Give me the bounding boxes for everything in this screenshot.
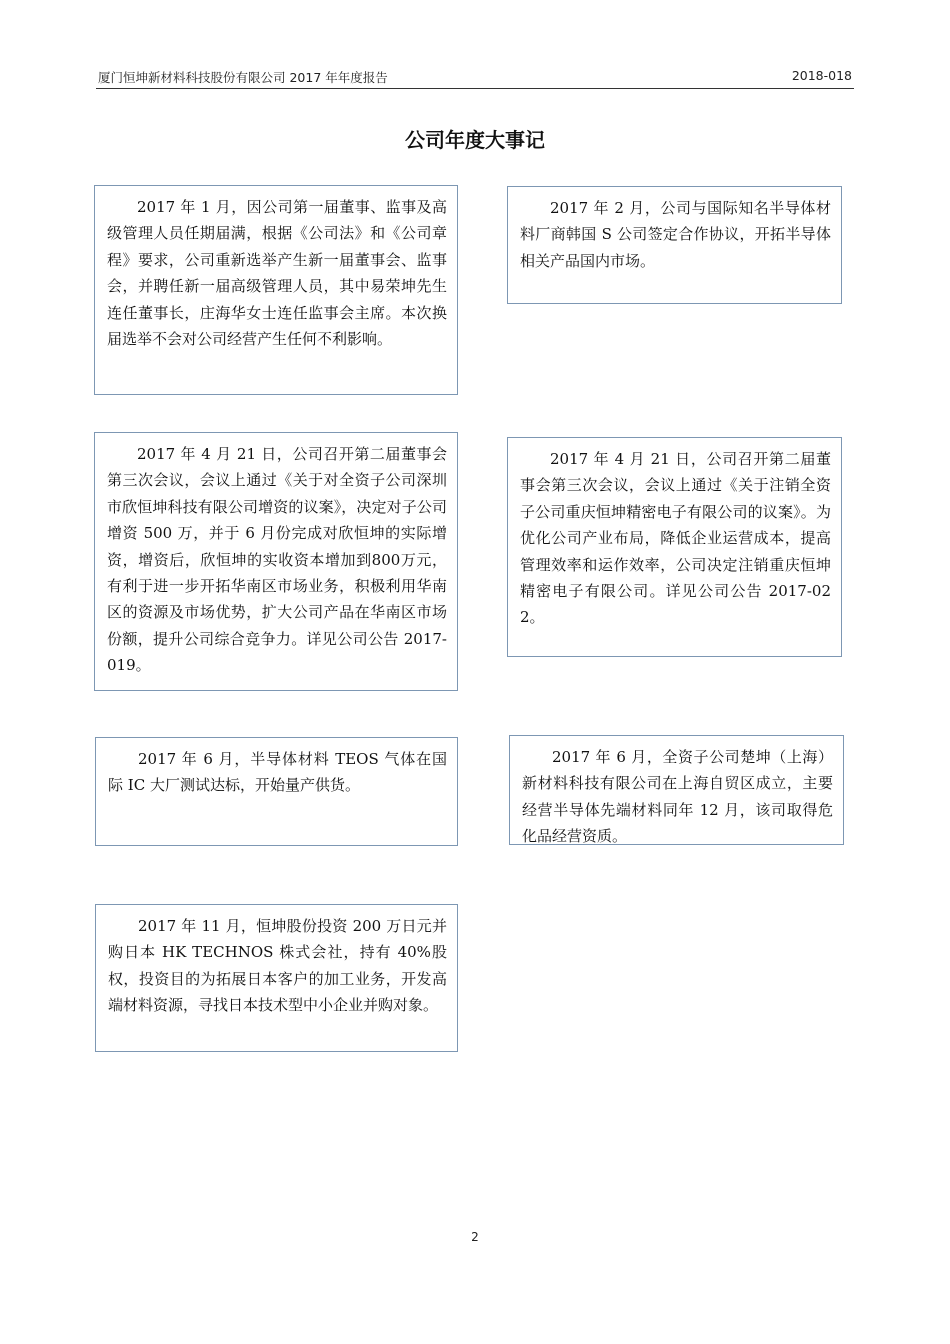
event-box-jan: 2017 年 1 月，因公司第一届董事、监事及高级管理人员任期届满，根据《公司法》和《公司章程》要求，公司重新选举产生新一届董事会、监事会，并聘任新一届高级管理人员，其中易荣坤先生连任董事长，庄海华女士连任监事会主席。本次换届选举不会对公司经营产生任何不利影响。 [94,185,458,395]
header-company-report: 厦门恒坤新材料科技股份有限公司 2017 年年度报告 [98,70,388,85]
event-box-nov-acquisition: 2017 年 11 月，恒坤股份投资 200 万日元并购日本 HK TECHNOS 株式会社，持有 40%股权，投资目的为拓展日本客户的加工业务，开发高端材料资源，寻找日本技术型中小企业并购对象。 [95,904,458,1052]
page-number: 2 [471,1230,479,1244]
event-box-apr-deregistration: 2017 年 4 月 21 日，公司召开第二届董事会第三次会议，会议上通过《关于注销全资子公司重庆恒坤精密电子有限公司的议案》。为优化公司产业布局，降低企业运营成本，提高管理效率和运作效率，公司决定注销重庆恒坤精密电子有限公司。详见公司公告 2017-022。 [507,437,842,657]
event-box-jun-teos: 2017 年 6 月，半导体材料 TEOS 气体在国际 IC 大厂测试达标，开始量产供货。 [95,737,458,846]
header-doc-number: 2018-018 [791,68,852,83]
event-box-jun-subsidiary: 2017 年 6 月，全资子公司楚坤（上海）新材料科技有限公司在上海自贸区成立，主要经营半导体先端材料同年 12 月，该司取得危化品经营资质。 [509,735,844,845]
page-title: 公司年度大事记 [405,128,545,152]
event-box-apr-capital-increase: 2017 年 4 月 21 日，公司召开第二届董事会第三次会议，会议上通过《关于对全资子公司深圳市欣恒坤科技有限公司增资的议案》，决定对子公司增资 500 万，并于 6 月份完成对欣恒坤的实际增资，增资后，欣恒坤的实收资本增加到800万元，有利于进一步开拓华南区市场业务，积极利用华南区的资源及市场优势，扩大公司产品在华南区市场份额，提升公司综合竞争力。详见公司公告 2017-019。 [94,432,458,691]
event-box-feb: 2017 年 2 月，公司与国际知名半导体材料厂商韩国 S 公司签定合作协议，开拓半导体相关产品国内市场。 [507,186,842,304]
header-divider [96,88,854,89]
